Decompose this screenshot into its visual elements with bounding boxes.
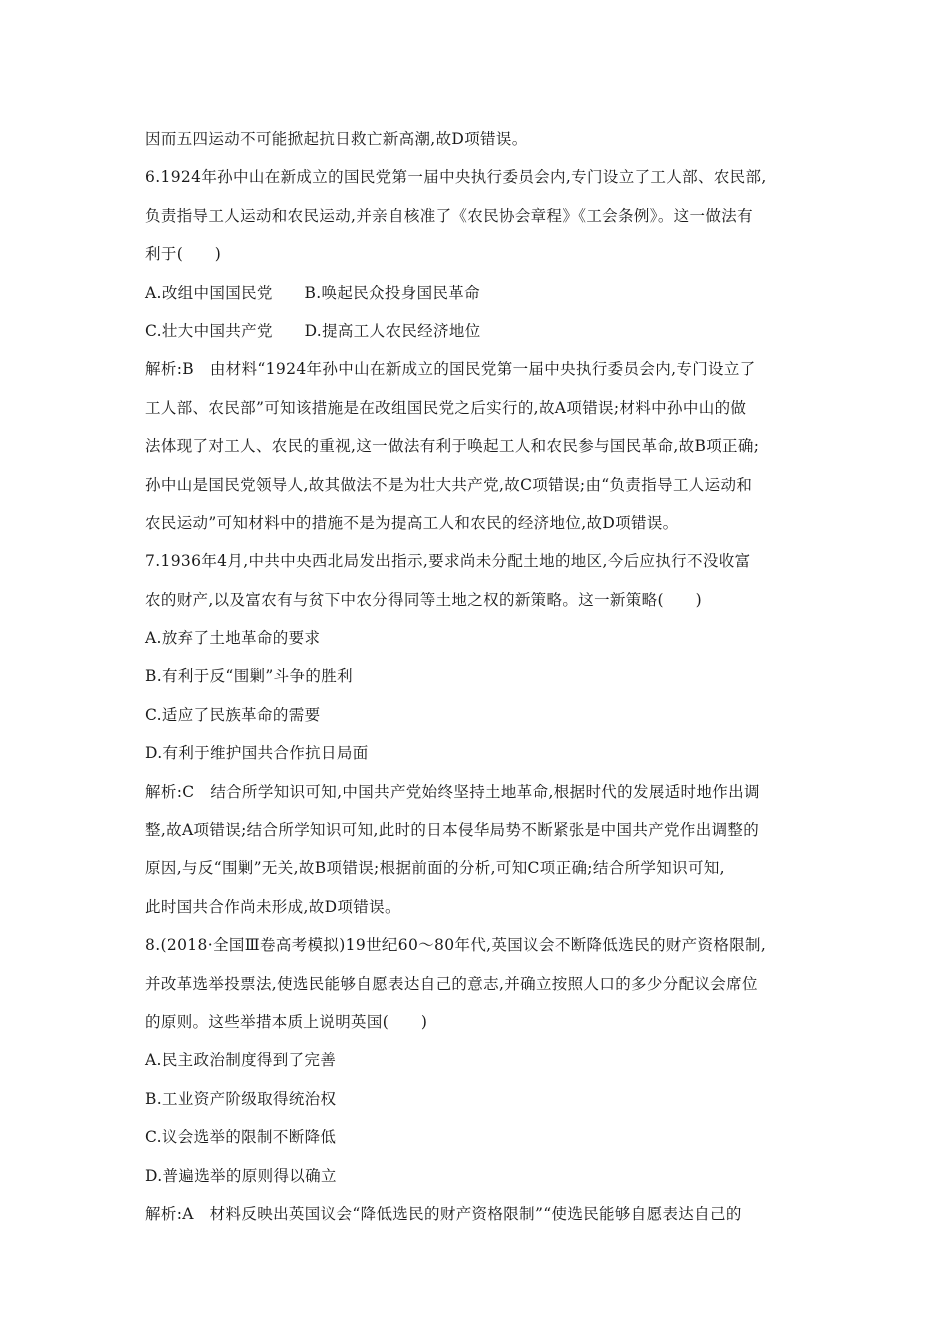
- document-page: [145, 120, 815, 1233]
- question-6-options: C.壮大中国共产党 D.提高工人农民经济地位: [145, 321, 481, 340]
- question-6-analysis: 孙中山是国民党领导人,故其做法不是为壮大共产党,故C项错误;由“负责指导工人运动和: [145, 475, 753, 494]
- question-7-analysis: 整,故A项错误;结合所学知识可知,此时的日本侵华局势不断紧张是中国共产党作出调整的: [145, 821, 760, 840]
- question-8-stem: 的原则。这些举措本质上说明英国( ): [145, 1012, 428, 1031]
- question-6-analysis: 农民运动”可知材料中的措施不是为提高工人和农民的经济地位,故D项错误。: [145, 513, 679, 532]
- text-line: 因而五四运动不可能掀起抗日救亡新高潮,故D项错误。: [145, 130, 528, 148]
- question-8-option-c: C.议会选举的限制不断降低: [145, 1128, 337, 1147]
- question-7-option-a: A.放弃了土地革命的要求: [145, 629, 321, 648]
- question-6-analysis: 工人部、农民部”可知该措施是在改组国民党之后实行的,故A项错误;材料中孙中山的做: [145, 398, 747, 417]
- question-8-stem: 8.(2018·全国Ⅲ卷高考模拟)19世纪60～80年代,英国议会不断降低选民的财产资格限制,: [145, 936, 767, 955]
- question-7-analysis: 此时国共合作尚未形成,故D项错误。: [145, 897, 401, 916]
- question-7-stem: 7.1936年4月,中共中央西北局发出指示,要求尚未分配土地的地区,今后应执行不没收富: [145, 552, 751, 571]
- question-8-analysis: 解析:A 材料反映出英国议会“降低选民的财产资格限制”“使选民能够自愿表达自己的: [145, 1204, 742, 1223]
- question-7-stem: 农的财产,以及富农有与贫下中农分得同等土地之权的新策略。这一新策略( ): [145, 590, 702, 609]
- question-6-options: A.改组中国国民党 B.唤起民众投身国民革命: [145, 283, 480, 302]
- question-6-analysis: 法体现了对工人、农民的重视,这一做法有利于唤起工人和农民参与国民革命,故B项正确;: [145, 437, 760, 456]
- question-8-option-a: A.民主政治制度得到了完善: [145, 1051, 337, 1070]
- question-6-stem: 利于( ): [145, 245, 222, 264]
- question-6-stem: 负责指导工人运动和农民运动,并亲自核准了《农民协会章程》《工会条例》。这一做法有: [145, 206, 753, 225]
- question-7-option-b: B.有利于反“围剿”斗争的胜利: [145, 667, 353, 686]
- question-8-stem: 并改革选举投票法,使选民能够自愿表达自己的意志,并确立按照人口的多少分配议会席位: [145, 974, 758, 993]
- question-7-option-d: D.有利于维护国共合作抗日局面: [145, 744, 369, 763]
- question-7-analysis: 原因,与反“围剿”无关,故B项错误;根据前面的分析,可知C项正确;结合所学知识可知,: [145, 859, 725, 878]
- question-7-option-c: C.适应了民族革命的需要: [145, 705, 321, 724]
- question-8-option-d: D.普遍选举的原则得以确立: [145, 1166, 337, 1185]
- question-6-stem: 6.1924年孙中山在新成立的国民党第一届中央执行委员会内,专门设立了工人部、农民部,: [145, 168, 767, 187]
- question-7-analysis: 解析:C 结合所学知识可知,中国共产党始终坚持土地革命,根据时代的发展适时地作出调: [145, 782, 760, 801]
- question-8-option-b: B.工业资产阶级取得统治权: [145, 1089, 337, 1108]
- question-6-analysis: 解析:B 由材料“1924年孙中山在新成立的国民党第一届中央执行委员会内,专门设立了: [145, 360, 756, 379]
